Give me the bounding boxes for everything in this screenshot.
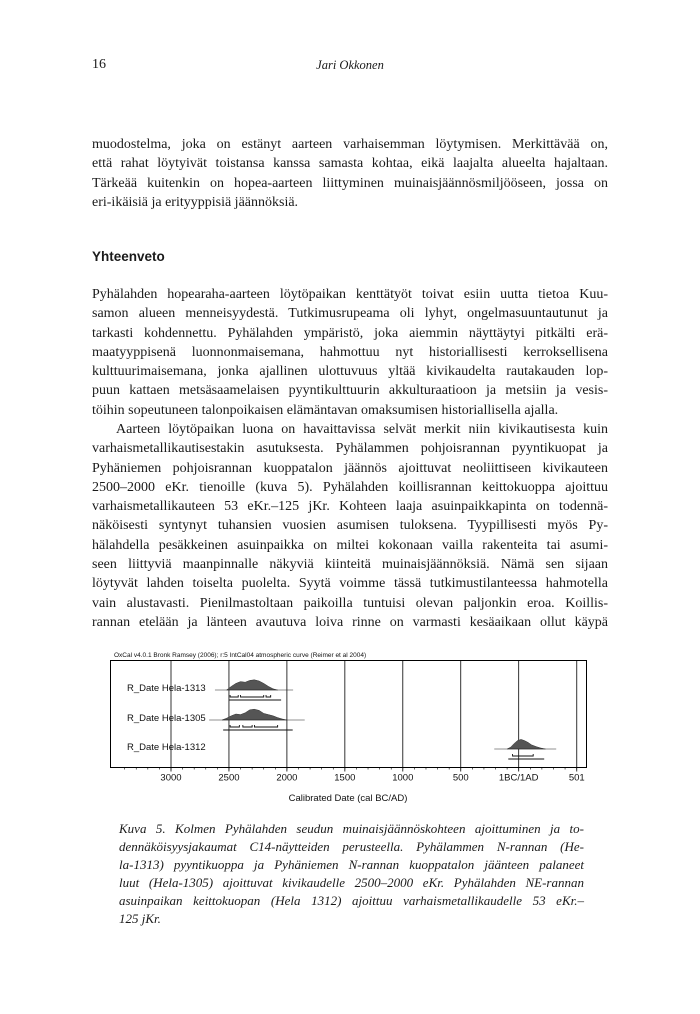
caption-line: la-1313) pyyntikuoppa ja Pyhäniemen N-rannan kuoppatalon jäänteen palaneet [119,857,584,872]
x-axis-ticks [125,768,585,784]
caption-line: 125 jKr. [119,911,161,926]
page-number: 16 [92,57,106,72]
text-line: seen liittyviä maanpinnalle näkyviä kiinteitä muinaisjäännöksiä. Nämä sen sijaan [92,557,608,573]
running-head-author: Jari Okkonen [316,58,384,72]
text-line: maatyyppisenä luonnonmaisemana, hahmottuu nyt historiallisesti kerroksellisena [92,344,608,360]
series-label: R_Date Hela-1305 [127,713,206,724]
caption-line: Kuva 5. Kolmen Pyhälahden seudun muinaisjäännöskohteen ajoittuminen ja to- [119,821,584,836]
x-axis-label: Calibrated Date (cal BC/AD) [288,793,408,804]
text-line: Pyhäniemen pohjoisrannan kuoppatalon jäännös ajoittuvat neoliittiseen kivikauteen [92,460,608,476]
text-line: varhaismetallikautisestakin asutuksesta. Pyhälammen pohjoisrannan pyyntikuopat ja [92,441,608,457]
text-line: samon alueen menneisyydestä. Tutkimusrupeama oli lyhyt, ongelmasuuntautunut ja [92,306,608,322]
tick-label: 500 [452,772,469,784]
text-line: puun kattaen metsäsaamelaisen pyyntikulttuurin akkulturaatioon ja metsiin ja vesis- [92,383,608,399]
text-line: töihin sopeutuneen talonpoikaisen elämäntavan omaksumisen historiallisella ajalla. [92,402,559,418]
caption-line: dennäköisyysjakaumat C14-näytteiden perusteella. Pyhälammen N-rannan (He- [119,839,584,854]
text-line: Pyhälahden hopearaha-aarteen löytöpaikan kenttätyöt toivat esiin uutta tietoa Kuu- [92,287,608,302]
caption-line: luut (Hela-1305) ajoittuvat kivikaudelle 2500–2000 eKr. Pyhälahden NE-rannan [119,875,584,890]
text-line: tarkasti kohdennettu. Pyhälahden ympäristö, joka aiemmin näyttäytyi pitkälti erä- [92,325,608,341]
text-line: Aarteen löytöpaikan luona on havaittavissa selvät merkit niin kivikautisesta kuin [116,422,608,437]
paragraph-summary-2 [92,420,608,632]
series-label: R_Date Hela-1312 [127,742,206,753]
paragraph-summary-1 [92,285,608,420]
text-line: vain alustavasti. Pienilmastoltaan paikoilla tuntuisi olevan paljonkin eroa. Koillis- [92,595,608,611]
intro-paragraph [92,135,608,212]
tick-label: 1BC/1AD [498,772,539,784]
text-line: kulttuurimaisemana, jonka ajallinen ulottuvuus yltää kivikaudelta rautakauden lop- [92,364,608,380]
figure-caption [119,820,584,928]
tick-label: 1500 [334,772,356,784]
text-line: näköisesti syntynyt tuhansien vuosien asumisen tuloksena. Tyypillisesti myös Py- [92,518,608,534]
calibration-chart [110,648,590,808]
chart-title: OxCal v4.0.1 Bronk Ramsey (2006); r:5 IntCal04 atmospheric curve (Reimer et al 2004) [114,652,367,659]
section-heading: Yhteenveto [92,249,165,264]
tick-label: 1000 [392,772,414,784]
tick-label: 3000 [160,772,182,784]
caption-line: asuinpaikan keittokuopan (Hela 1312) ajoittuu varhaismetallikaudelle 53 eKr.– [119,893,584,908]
tick-label: 2500 [218,772,240,784]
tick-label: 2000 [276,772,298,784]
text-line: eri-ikäisiä ja erityyppisiä jäännöksiä. [92,194,299,210]
text-line: että rahat löytyivät toistansa kanssa samasta kohtaa, eikä laajalta alueelta hajaltaan. [92,156,608,172]
text-line: löytyvät lahden toiselta puolelta. Syytä voimme tässä tutkimustilanteessa hahmotella [92,576,608,592]
series-label: R_Date Hela-1313 [127,683,206,694]
text-line: muodostelma, joka on estänyt aarteen varhaisemman löytymisen. Merkittävää on, [92,137,608,152]
text-line: hälahdella pesäkkeinen asuinpaikka on miltei kokonaan vailla rakenteita tai asumi- [92,537,608,553]
text-line: Tärkeää kuitenkin on hopea-aarteen liittyminen muinaisjäännösmiljööseen, jossa on [92,175,608,191]
text-line: rannan etelään ja länteen avautuva loiva rinne on varmasti kesäaikaan ollut käypä [92,614,608,630]
text-line: 2500–2000 eKr. tienoille (kuva 5). Pyhälahden koillisrannan keittokuoppa ajoittuu [92,479,608,495]
tick-label: 501 [568,772,585,784]
text-line: varhaismetallikauteen 53 eKr.–125 jKr. Kohteen laaja asuinpaikkapinta on todennä- [92,499,608,515]
